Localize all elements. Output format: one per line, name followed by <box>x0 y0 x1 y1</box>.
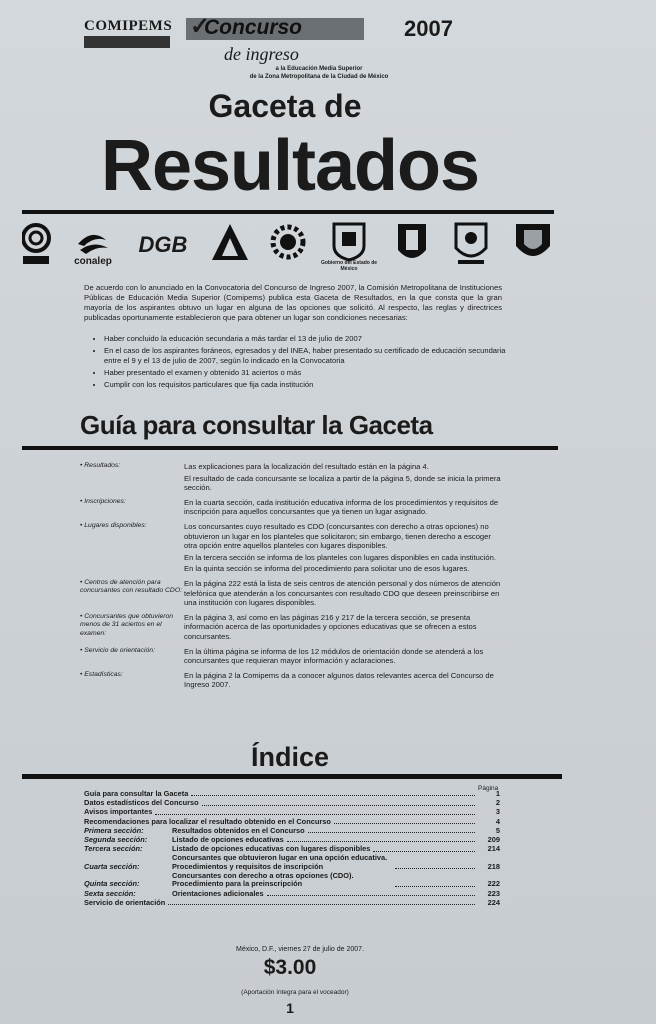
guide-term: • Resultados: <box>80 462 121 469</box>
index-entry[interactable] <box>84 872 500 889</box>
guide-desc: En la página 2 la Comipems da a conocer algunos datos relevantes acerca del Concurso de Ingreso 2007. <box>184 670 494 690</box>
index-entry-label: Cuarta sección: <box>84 861 140 871</box>
price-label: $3.00 <box>263 956 317 979</box>
guide-desc: En la quinta sección se informa del procedimiento para solicitar uno de esos lugares. <box>184 564 470 574</box>
index-entry[interactable] <box>84 799 500 807</box>
index-entry[interactable] <box>84 790 500 798</box>
index-entry[interactable] <box>84 854 500 871</box>
guide-list <box>80 462 505 695</box>
index-entry[interactable] <box>84 836 500 844</box>
index-entry-page: 1 <box>495 789 500 798</box>
guide-term: • Lugares disponibles: <box>80 521 147 529</box>
index-entry-label: Sexta sección: <box>84 888 136 898</box>
guide-desc: Las explicaciones para la localización del resultado están en la página 4. <box>184 462 429 471</box>
guide-desc: El resultado de cada concursante se localiza a partir de la página 5, donde se inicia la primera sección. <box>184 473 501 493</box>
guide-desc: En la cuarta sección, cada institución educativa informa de los procedimientos y requisitos de inscripción para aquellos concursantes que ya tienen un lugar asignado. <box>184 497 499 517</box>
guide-term: • Estadísticas: <box>80 670 123 678</box>
guide-term: • Inscripciones: <box>80 497 126 505</box>
index-entry-title: Orientaciones adicionales <box>172 888 264 898</box>
page-number: 1 <box>286 1000 294 1016</box>
dot-leader <box>287 841 475 842</box>
condition-item: • Cumplir con los requisitos particulares que fija cada institución <box>104 380 514 390</box>
dgb-logo: DGB <box>138 232 188 257</box>
conditions-list <box>90 334 514 392</box>
index-title: Índice <box>250 742 330 772</box>
intro-paragraph: De acuerdo con lo anunciado en la Convocatoria del Concurso de Ingreso 2007, la Comisión Metropolitana de Instituciones Públicas de Educación Media Superior (Comipems) publica esta Gaceta de Resultados, en la que consta que la gran mayoría de los aspirantes obtuvo un lugar en alguna de las opciones que solicitó. Al respecto, las reglas y directrices publicadas oportunamente establecieron que para obtener un lugar son condiciones necesarias: <box>84 283 502 322</box>
guide-desc-group <box>184 462 504 495</box>
header-subtitle-2: de la Zona Metropolitana de la Ciudad de México <box>249 74 389 80</box>
price-note: (Aportación íntegra para el voceador) <box>241 989 349 996</box>
guide-desc: En la página 222 está la lista de seis centros de atención personal y dos números de atención telefónica que atenderán a los concursantes con resultado CDO que deseen preinscribirse en una institución con lugares disponibles. <box>184 578 501 608</box>
index-entry-page: 209 <box>487 835 500 845</box>
index-entry-page: 214 <box>487 844 500 854</box>
de-ingreso-script: de ingreso <box>224 44 299 64</box>
index-entry-label: Tercera sección: <box>84 844 143 854</box>
brand-underbar <box>84 36 170 48</box>
guide-item <box>80 647 505 668</box>
index-entry-page: 223 <box>487 888 500 898</box>
dot-leader <box>168 904 475 905</box>
condition-item: • Haber concluido la educación secundaria a más tardar el 13 de julio de 2007 <box>104 334 514 344</box>
dot-leader <box>373 851 475 852</box>
dot-leader <box>395 886 475 887</box>
guide-title: Guía para consultar la Gaceta <box>80 410 433 440</box>
year-label: 2007 <box>404 16 453 41</box>
dot-leader <box>191 795 475 796</box>
ipn-seal-icon <box>392 220 432 268</box>
guide-desc-group <box>184 579 504 610</box>
dot-leader <box>334 823 475 824</box>
guide-item <box>80 671 505 692</box>
masthead-rule <box>22 210 554 214</box>
index-entry-label: Segunda sección: <box>84 835 148 845</box>
index-entry[interactable] <box>84 818 500 826</box>
guide-desc: En la última página se informa de los 12 módulos de orientación donde se atenderá a los concursantes que requieran mayor información y aclaraciones. <box>184 646 484 666</box>
masthead-line2: Resultados <box>100 126 480 206</box>
guide-desc-group <box>184 647 504 668</box>
conalep-label: conalep <box>74 256 112 267</box>
guide-item <box>80 613 505 644</box>
index-entry-title: Datos estadísticos del Concurso <box>84 798 199 808</box>
index-entry-title: Listado de opciones educativas con lugares disponibles <box>172 844 371 854</box>
condition-item: • En el caso de los aspirantes foráneos, egresados y del INEA, haber presentado su certificado de educación secundaria entre el 9 y el 13 de julio de 2007, según lo indicado en la Convocatoria <box>104 346 514 366</box>
index-entry-title: Resultados obtenidos en el Concurso <box>172 825 305 835</box>
index-entry-title: Avisos importantes <box>84 807 153 817</box>
guide-item <box>80 498 505 519</box>
index-entry-title: Recomendaciones para localizar el resultado obtenido en el Concurso <box>84 816 331 826</box>
guide-term: • Concursantes que obtuvieron menos de 31 aciertos en el examen: <box>80 612 174 637</box>
guide-item <box>80 579 505 610</box>
triangle-logo-icon <box>208 220 252 268</box>
index-entry-page: 4 <box>495 816 500 826</box>
unam-seal-icon <box>512 220 554 268</box>
guide-desc-group <box>184 498 504 519</box>
index-entry-page: 218 <box>487 861 500 871</box>
masthead-header <box>84 14 564 84</box>
uaem-seal-icon <box>450 220 492 268</box>
institution-logos <box>22 220 562 272</box>
index-entry[interactable] <box>84 890 500 898</box>
dot-leader <box>267 895 475 896</box>
index-entry-page: 5 <box>495 825 500 835</box>
guide-desc-group <box>184 671 504 692</box>
index-entry[interactable] <box>84 845 500 853</box>
index-entry-title: Servicio de orientación <box>84 897 166 907</box>
index-entry-label: Primera sección: <box>84 825 144 835</box>
guide-term: • Servicio de orientación: <box>80 646 155 654</box>
masthead-line1: Gaceta de <box>208 88 362 124</box>
index-entry[interactable] <box>84 899 500 907</box>
index-entry-title: Concursantes con derecho a otras opciones (CDO). Procedimiento para la preinscripción <box>172 871 354 889</box>
index-entry-page: 222 <box>487 879 500 889</box>
guide-desc: Los concursantes cuyo resultado es CDO (concursantes con derecho a otras opciones) no obtuvieron un lugar en los planteles que solicitaron; sin embargo, tienen derecho a escoger otra opción entre aquellos planteles con lugares disponibles. <box>184 521 491 551</box>
dot-leader <box>308 832 475 833</box>
publication-date: México, D.F., viernes 27 de julio de 2007. <box>235 946 364 953</box>
dot-leader <box>202 805 475 806</box>
guide-rule <box>22 446 558 450</box>
index-entry-page: 224 <box>487 897 500 907</box>
index-entry-title: Guía para consultar la Gaceta <box>84 789 189 798</box>
swirl-logo-icon <box>22 220 54 268</box>
checkmark-icon: ✓ <box>190 13 211 40</box>
guide-term: • Centros de atención para concursantes con resultado CDO: <box>80 578 183 595</box>
edomex-label: Gobierno del Estado de México <box>320 260 378 272</box>
index-entry-page: 3 <box>495 807 500 817</box>
header-subtitle-1: a la Educación Media Superior <box>275 66 363 72</box>
index-entry-title: Concursantes que obtuvieron lugar en una opción educativa. Procedimientos y requisitos de inscripción <box>172 853 388 871</box>
condition-item: • Haber presentado el examen y obtenido 31 aciertos o más <box>104 368 514 378</box>
guide-desc: En la tercera sección se informa de los planteles con lugares disponibles en cada institución. <box>184 552 496 562</box>
dot-leader <box>155 814 475 815</box>
guide-item <box>80 462 505 495</box>
index-entry-label: Quinta sección: <box>84 879 140 889</box>
index-entry-page: 2 <box>495 798 500 808</box>
guide-desc-group <box>184 613 504 644</box>
dot-leader <box>395 868 475 869</box>
index-entry[interactable] <box>84 808 500 816</box>
guide-item <box>80 522 505 576</box>
guide-desc: En la página 3, así como en las páginas 216 y 217 de la tercera sección, se presenta información acerca de las oportunidades y opciones educativas que se ofrecen a estos concursantes. <box>184 612 477 641</box>
gear-logo-icon <box>268 220 308 268</box>
index-entry-title: Listado de opciones educativas <box>172 835 284 845</box>
concurso-title: Concurso <box>204 16 303 39</box>
comipems-brand: COMIPEMS <box>84 18 173 34</box>
index-entry[interactable] <box>84 827 500 835</box>
guide-desc-group <box>184 522 504 576</box>
index-page-header: Página <box>478 785 499 792</box>
index-rule <box>22 774 562 779</box>
index-table <box>84 790 500 908</box>
